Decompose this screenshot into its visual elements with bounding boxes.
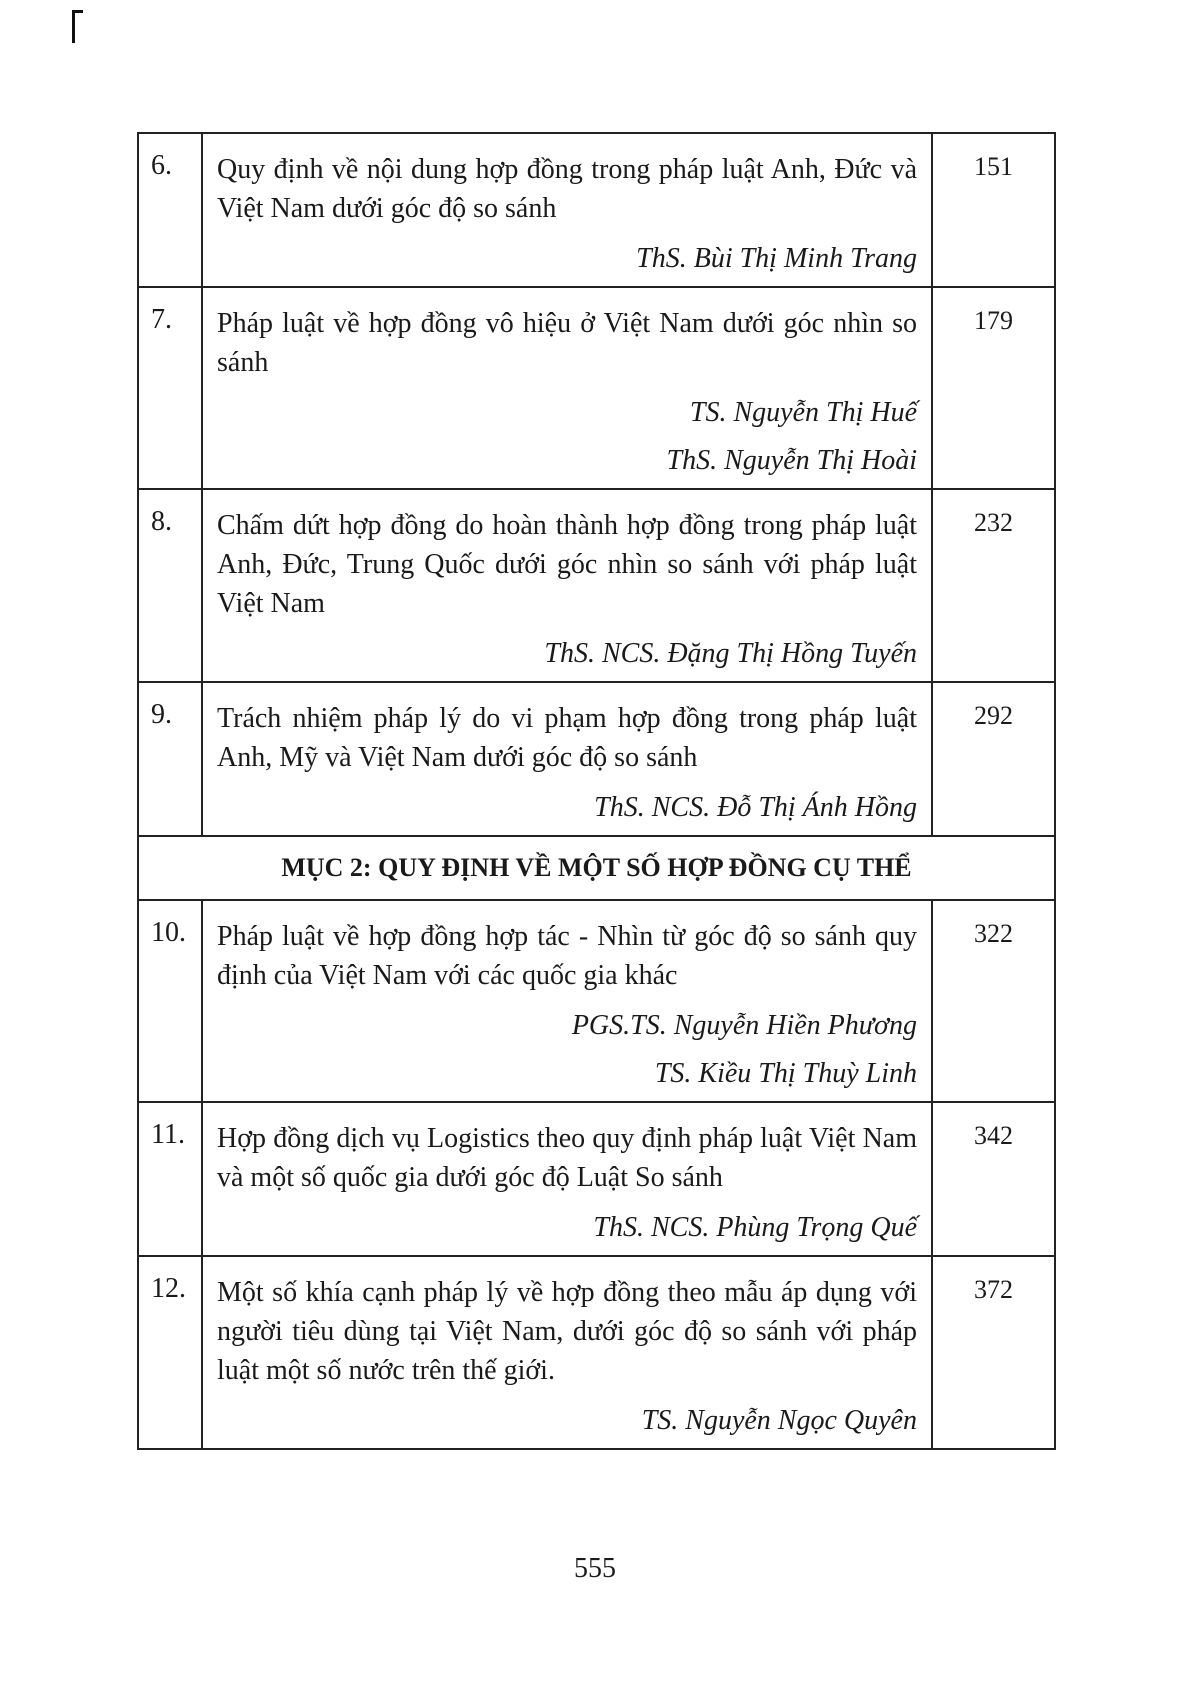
entry-page: 232 <box>932 489 1055 682</box>
entry-title: Quy định về nội dung hợp đồng trong pháp luật Anh, Đức và Việt Nam dưới góc độ so sánh <box>217 154 917 224</box>
entry-title: Một số khía cạnh pháp lý về hợp đồng theo mẫu áp dụng với người tiêu dùng tại Việt Nam, dưới góc độ so sánh với pháp luật một số nước trên thế giới. <box>217 1277 917 1386</box>
entry-number: 8. <box>138 489 202 682</box>
entry-author: ThS. NCS. Đỗ Thị Ánh Hồng <box>594 792 917 823</box>
entry-content <box>202 1256 932 1449</box>
crop-mark <box>72 10 83 43</box>
entry-number: 11. <box>138 1102 202 1256</box>
entry-content <box>202 900 932 1102</box>
table-of-contents <box>137 132 1056 1450</box>
entry-page: 372 <box>932 1256 1055 1449</box>
entry-author: TS. Nguyễn Ngọc Quyên <box>641 1405 917 1436</box>
section-heading: MỤC 2: QUY ĐỊNH VỀ MỘT SỐ HỢP ĐỒNG CỤ THỂ <box>138 836 1055 900</box>
entry-page: 292 <box>932 682 1055 836</box>
toc-row <box>138 489 1055 682</box>
entry-content <box>202 682 932 836</box>
entry-content <box>202 133 932 287</box>
entry-author: TS. Kiều Thị Thuỳ Linh <box>654 1058 917 1089</box>
entry-title: Chấm dứt hợp đồng do hoàn thành hợp đồng trong pháp luật Anh, Đức, Trung Quốc dưới góc nhìn so sánh với pháp luật Việt Nam <box>217 510 917 619</box>
entry-content <box>202 1102 932 1256</box>
entry-number: 12. <box>138 1256 202 1449</box>
toc-group-b <box>138 900 1055 1449</box>
entry-author: ThS. NCS. Phùng Trọng Quế <box>593 1212 917 1243</box>
entry-content <box>202 489 932 682</box>
entry-author: PGS.TS. Nguyễn Hiền Phương <box>571 1010 917 1041</box>
toc-row <box>138 287 1055 489</box>
entry-title: Trách nhiệm pháp lý do vi phạm hợp đồng trong pháp luật Anh, Mỹ và Việt Nam dưới góc độ so sánh <box>217 703 917 773</box>
toc-row <box>138 1102 1055 1256</box>
entry-number: 10. <box>138 900 202 1102</box>
entry-title: Hợp đồng dịch vụ Logistics theo quy định pháp luật Việt Nam và một số quốc gia dưới góc độ Luật So sánh <box>217 1123 917 1193</box>
entry-number: 7. <box>138 287 202 489</box>
entry-author: ThS. Nguyễn Thị Hoài <box>666 445 917 476</box>
entry-page: 322 <box>932 900 1055 1102</box>
toc-group-a <box>138 133 1055 836</box>
entry-page: 179 <box>932 287 1055 489</box>
entry-author: TS. Nguyễn Thị Huế <box>689 397 917 428</box>
entry-title: Pháp luật về hợp đồng vô hiệu ở Việt Nam dưới góc nhìn so sánh <box>217 308 917 378</box>
toc-row <box>138 900 1055 1102</box>
entry-page: 342 <box>932 1102 1055 1256</box>
section-heading-row <box>138 836 1055 900</box>
toc-section <box>138 836 1055 900</box>
entry-content <box>202 287 932 489</box>
entry-author: ThS. Bùi Thị Minh Trang <box>636 243 917 274</box>
entry-author: ThS. NCS. Đặng Thị Hồng Tuyến <box>544 638 917 669</box>
page-number: 555 <box>574 1553 616 1584</box>
entry-number: 6. <box>138 133 202 287</box>
toc-row <box>138 1256 1055 1449</box>
entry-page: 151 <box>932 133 1055 287</box>
entry-number: 9. <box>138 682 202 836</box>
toc-row <box>138 133 1055 287</box>
entry-title: Pháp luật về hợp đồng hợp tác - Nhìn từ góc độ so sánh quy định của Việt Nam với các quốc gia khác <box>217 921 917 991</box>
toc-row <box>138 682 1055 836</box>
